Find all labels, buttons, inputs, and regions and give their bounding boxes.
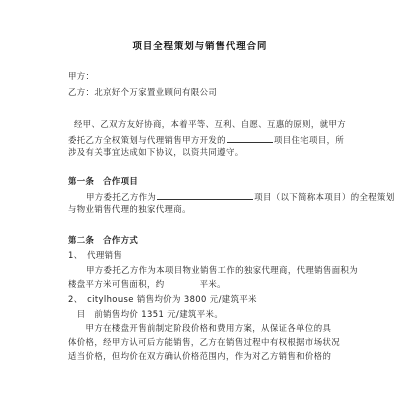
document-title: 项目全程策划与销售代理合同 bbox=[132, 41, 268, 52]
project-name-blank bbox=[227, 133, 273, 143]
article-2-line-1: 甲方委托乙方作为本项目物业销售工作的独家代理商，代理销售面积为 bbox=[86, 265, 359, 275]
article-2-line-4: 目 前销售均价 1351 元/建筑平米。 bbox=[68, 309, 224, 319]
article-1-line-2: 与物业销售代理的独家代理商。 bbox=[68, 204, 191, 214]
preamble-line-2: 委托乙方全权策划与代理销售甲方开发的 项目住宅项目，所 bbox=[68, 135, 345, 145]
preamble-line-1: 经甲、乙双方友好协商，本着平等、互利、自愿、互惠的原则，就甲方 bbox=[74, 119, 347, 129]
party-a-line: 甲方： bbox=[68, 71, 95, 81]
preamble-line-3: 涉及有关事宜达成如下协议，以资共同遵守。 bbox=[68, 147, 244, 157]
article-2-heading: 第二条 合作方式 bbox=[68, 235, 139, 245]
article-2-sub-1: 1、 代理销售 bbox=[68, 250, 123, 260]
article-2-line-7: 适当价格，但均价在双方确认价格范围内，作为对乙方销售和价格的 bbox=[68, 351, 332, 361]
article-1-line-1: 甲方委托乙方作为 项目（以下简称本项目）的全程策划 bbox=[86, 192, 395, 202]
article-1-heading: 第一条 合作项目 bbox=[68, 176, 139, 186]
party-b-line: 乙方：北京好个万家置业顾问有限公司 bbox=[68, 87, 218, 97]
article-2-line-5: 甲方在楼盘开售前制定阶段价格和费用方案，从保证各单位的具 bbox=[68, 323, 332, 333]
project-blank bbox=[157, 190, 253, 200]
article-2-line-3: 2、 citylhouse 销售均价为 3800 元/建筑平米 bbox=[68, 294, 257, 304]
article-2-line-6: 体价格，经甲方认可后方能销售，乙方在销售过程中有权根据市场状况 bbox=[68, 337, 341, 347]
article-2-line-2: 楼盘平方米可售面积，约 平米。 bbox=[68, 279, 226, 289]
